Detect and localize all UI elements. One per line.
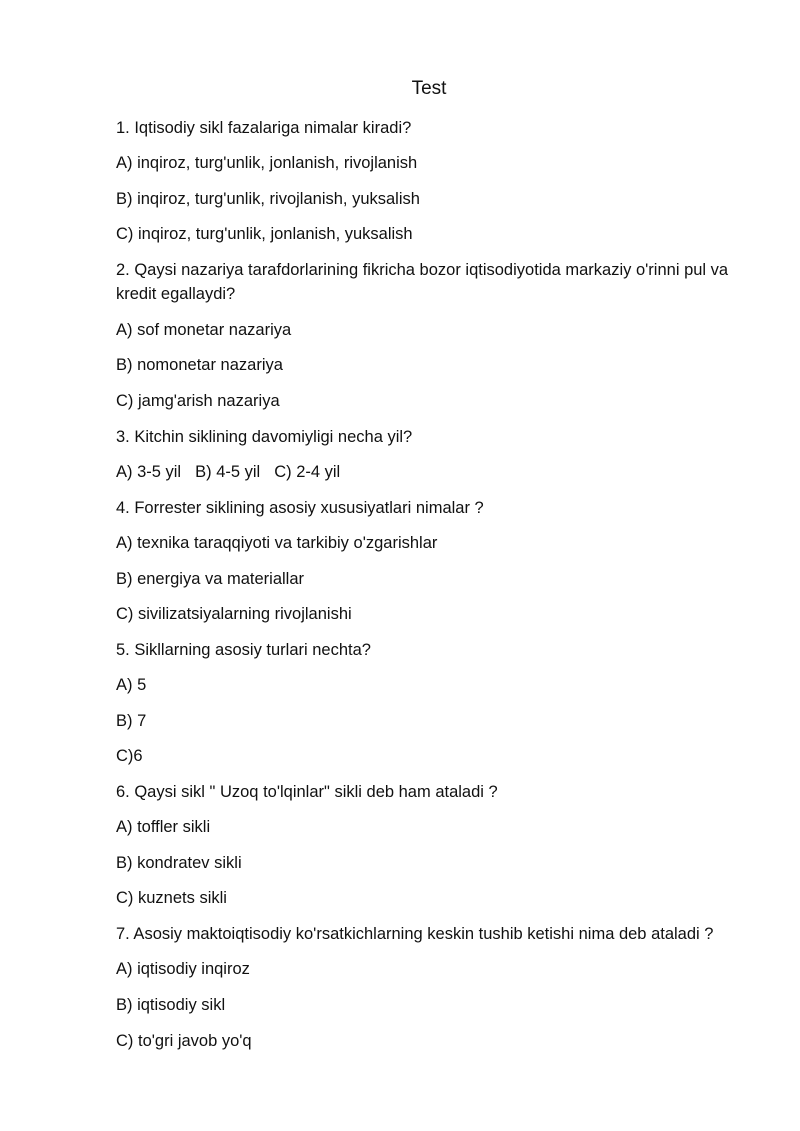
question-4-option-b: B) energiya va materiallar	[116, 570, 304, 588]
question-3: 3. Kitchin siklining davomiyligi necha yil?	[116, 428, 413, 446]
question-5-option-a: A) 5	[116, 676, 147, 694]
question-3-option-c: C) 2-4 yil	[274, 463, 341, 481]
question-4-option-c: C) sivilizatsiyalarning rivojlanishi	[116, 605, 352, 623]
question-5-option-b: B) 7	[116, 712, 147, 730]
question-4-option-a: A) texnika taraqqiyoti va tarkibiy o'zgarishlar	[116, 534, 438, 552]
question-5: 5. Sikllarning asosiy turlari nechta?	[116, 641, 371, 659]
question-7-option-c: C) to'gri javob yo'q	[116, 1032, 252, 1050]
question-7-option-b: B) iqtisodiy sikl	[116, 996, 226, 1014]
question-1-option-c: C) inqiroz, turg'unlik, jonlanish, yuksalish	[116, 225, 413, 243]
question-1-option-b: B) inqiroz, turg'unlik, rivojlanish, yuksalish	[116, 190, 420, 208]
question-4: 4. Forrester siklining asosiy xususiyatlari nimalar ?	[116, 499, 484, 517]
question-7-option-a: A) iqtisodiy inqiroz	[116, 960, 250, 978]
question-1: 1. Iqtisodiy sikl fazalariga nimalar kiradi?	[116, 119, 412, 137]
question-7: 7. Asosiy maktoiqtisodiy ko'rsatkichlarning keskin tushib ketishi nima deb ataladi ?	[116, 925, 714, 943]
question-2-option-a: A) sof monetar nazariya	[116, 321, 292, 339]
question-3-options	[116, 460, 756, 484]
question-1-option-a: A) inqiroz, turg'unlik, jonlanish, rivojlanish	[116, 154, 418, 172]
question-5-option-c: C)6	[116, 747, 143, 765]
question-6: 6. Qaysi sikl " Uzoq to'lqinlar" sikli deb ham ataladi ?	[116, 783, 498, 801]
question-2-option-c: C) jamg'arish nazariya	[116, 392, 280, 410]
question-6-option-c: C) kuznets sikli	[116, 889, 227, 907]
page-title: Test	[411, 78, 447, 99]
question-6-option-b: B) kondratev sikli	[116, 854, 242, 872]
question-3-option-a: A) 3-5 yil	[116, 463, 182, 481]
question-2: 2. Qaysi nazariya tarafdorlarining fikricha bozor iqtisodiyotida markaziy o'rinni pul va kredit egallaydi?	[116, 261, 729, 303]
question-2-option-b: B) nomonetar nazariya	[116, 356, 283, 374]
question-3-option-b: B) 4-5 yil	[195, 463, 261, 481]
question-6-option-a: A) toffler sikli	[116, 818, 211, 836]
